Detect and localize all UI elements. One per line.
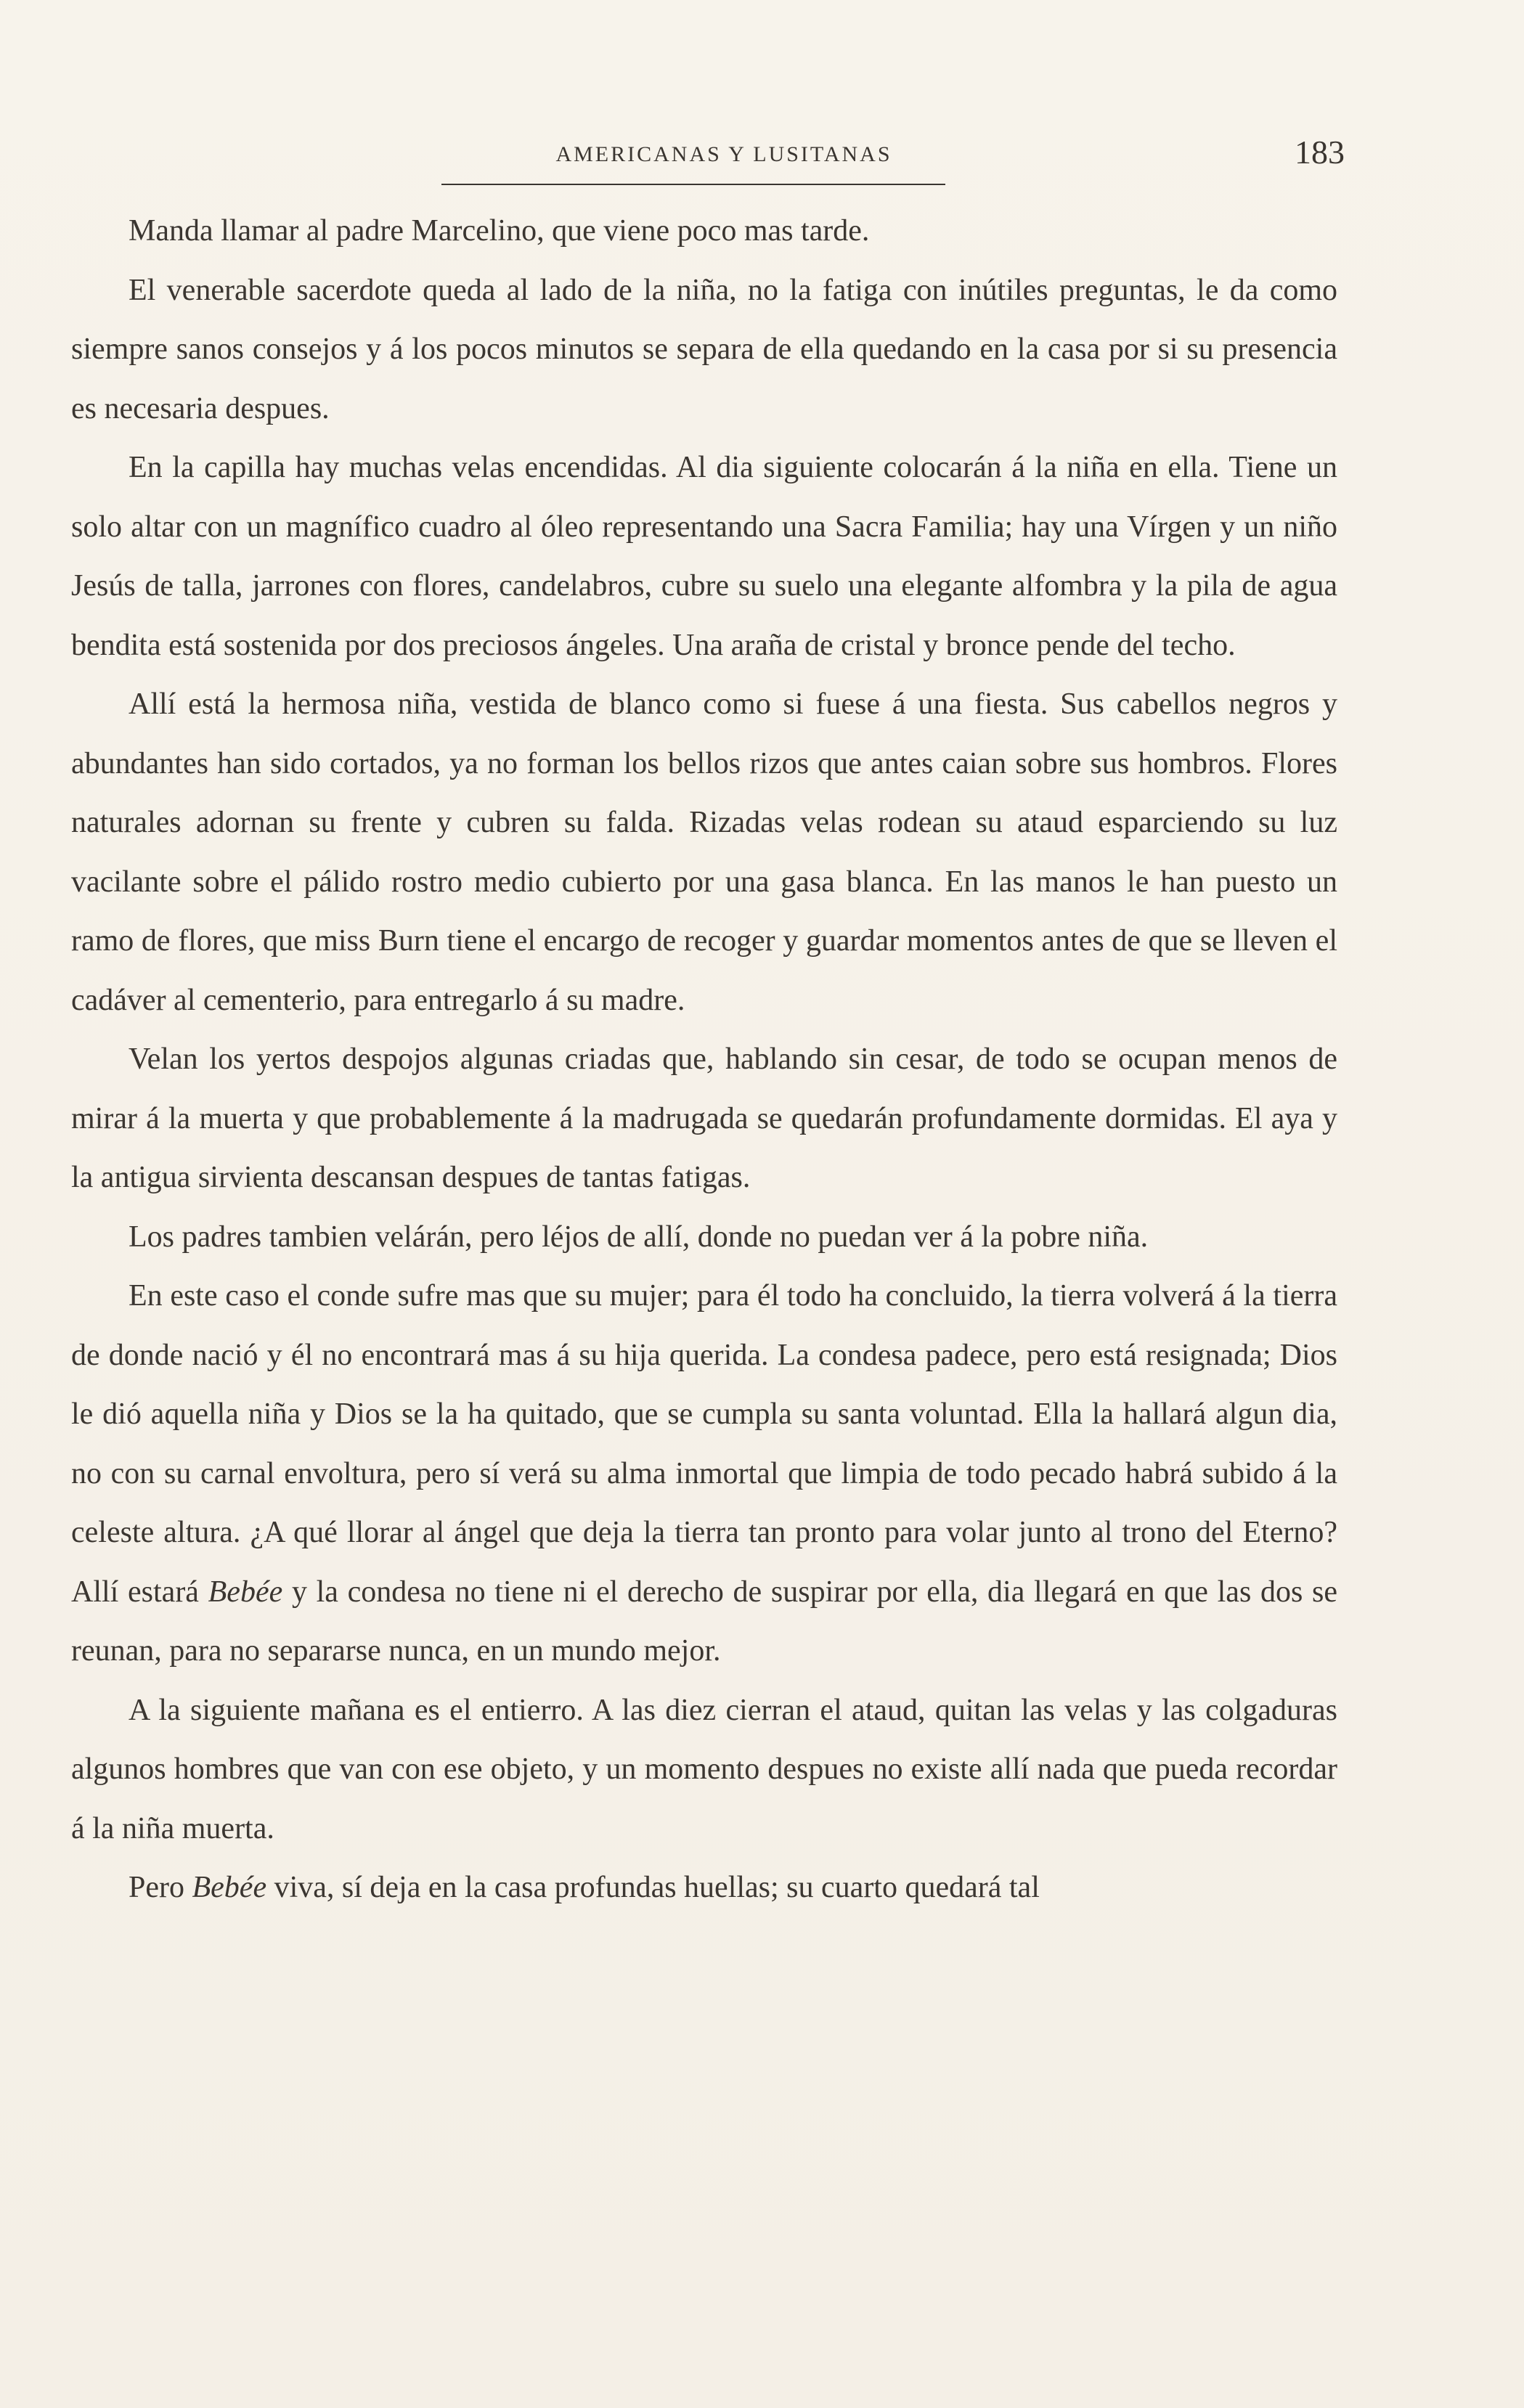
- paragraph: Los padres tambien velárán, pero léjos de allí, donde no puedan ver á la pobre niña.: [129, 1220, 1149, 1254]
- body-text: [71, 202, 1337, 1918]
- paragraph: Allí está la hermosa niña, vestida de blanco como si fuese á una fiesta. Sus cabellos negros y abundantes han sido cortados, ya no forman los bellos rizos que antes caian sobre sus hombros. Flores naturales adornan su frente y cubren su falda. Rizadas velas rodean su ataud esparciendo su luz vacilante sobre el pálido rostro medio cubierto por una gasa blanca. En las manos le han puesto un ramo de flores, que miss Burn tiene el encargo de recoger y guardar momentos antes de que se lleven el cadáver al cementerio, para entregarlo á su madre.: [71, 687, 1337, 1017]
- paragraph-text: y la condesa no tiene ni el derecho de suspirar por ella, dia llegará en que las dos se reunan, para no separarse nunca, en un mundo mejor.: [71, 1575, 1337, 1668]
- paragraph-text: Pero: [129, 1871, 192, 1904]
- header-rule: [441, 184, 945, 185]
- paragraph-text: viva, sí deja en la casa profundas huellas; su cuarto quedará tal: [266, 1871, 1040, 1904]
- page-number: 183: [1295, 134, 1345, 171]
- paragraph-text: En este caso el conde sufre mas que su mujer; para él todo ha concluido, la tierra volverá á la tierra de donde nació y él no encontrará mas á su hija querida. La condesa padece, pero está resignada; Dios le dió aquella niña y Dios se la ha quitado, que se cumpla su santa voluntad. Ella la hallará algun dia, no con su carnal envoltura, pero sí verá su alma inmortal que limpia de todo pecado habrá subido á la celeste altura. ¿A qué llorar al ángel que deja la tierra tan pronto para volar junto al trono del Eterno? Allí estará: [71, 1279, 1337, 1609]
- paragraph: [71, 1858, 1337, 1918]
- italic-name: Bebée: [192, 1871, 267, 1904]
- running-title: AMERICANAS Y LUSITANAS: [555, 142, 892, 166]
- paragraph: El venerable sacerdote queda al lado de la niña, no la fatiga con inútiles preguntas, le da como siempre sanos consejos y á los pocos minutos se separa de ella quedando en la casa por si su presencia es necesaria despues.: [71, 273, 1337, 425]
- paragraph: Velan los yertos despojos algunas criadas que, hablando sin cesar, de todo se ocupan menos de mirar á la muerta y que probablemente á la madrugada se quedarán profundamente dormidas. El aya y la antigua sirvienta descansan despues de tantas fatigas.: [71, 1042, 1337, 1194]
- paragraph: [71, 1267, 1337, 1681]
- paragraph: Manda llamar al padre Marcelino, que viene poco mas tarde.: [129, 214, 870, 248]
- paragraph: A la siguiente mañana es el entierro. A las diez cierran el ataud, quitan las velas y las colgaduras algunos hombres que van con ese objeto, y un momento despues no existe allí nada que pueda recordar á la niña muerta.: [71, 1693, 1337, 1845]
- paragraph: En la capilla hay muchas velas encendidas. Al dia siguiente colocarán á la niña en ella. Tiene un solo altar con un magnífico cuadro al óleo representando una Sacra Familia; hay una Vírgen y un niño Jesús de talla, jarrones con flores, candelabros, cubre su suelo una elegante alfombra y la pila de agua bendita está sostenida por dos preciosos ángeles. Una araña de cristal y bronce pende del techo.: [71, 451, 1337, 662]
- italic-name: Bebée: [208, 1575, 283, 1609]
